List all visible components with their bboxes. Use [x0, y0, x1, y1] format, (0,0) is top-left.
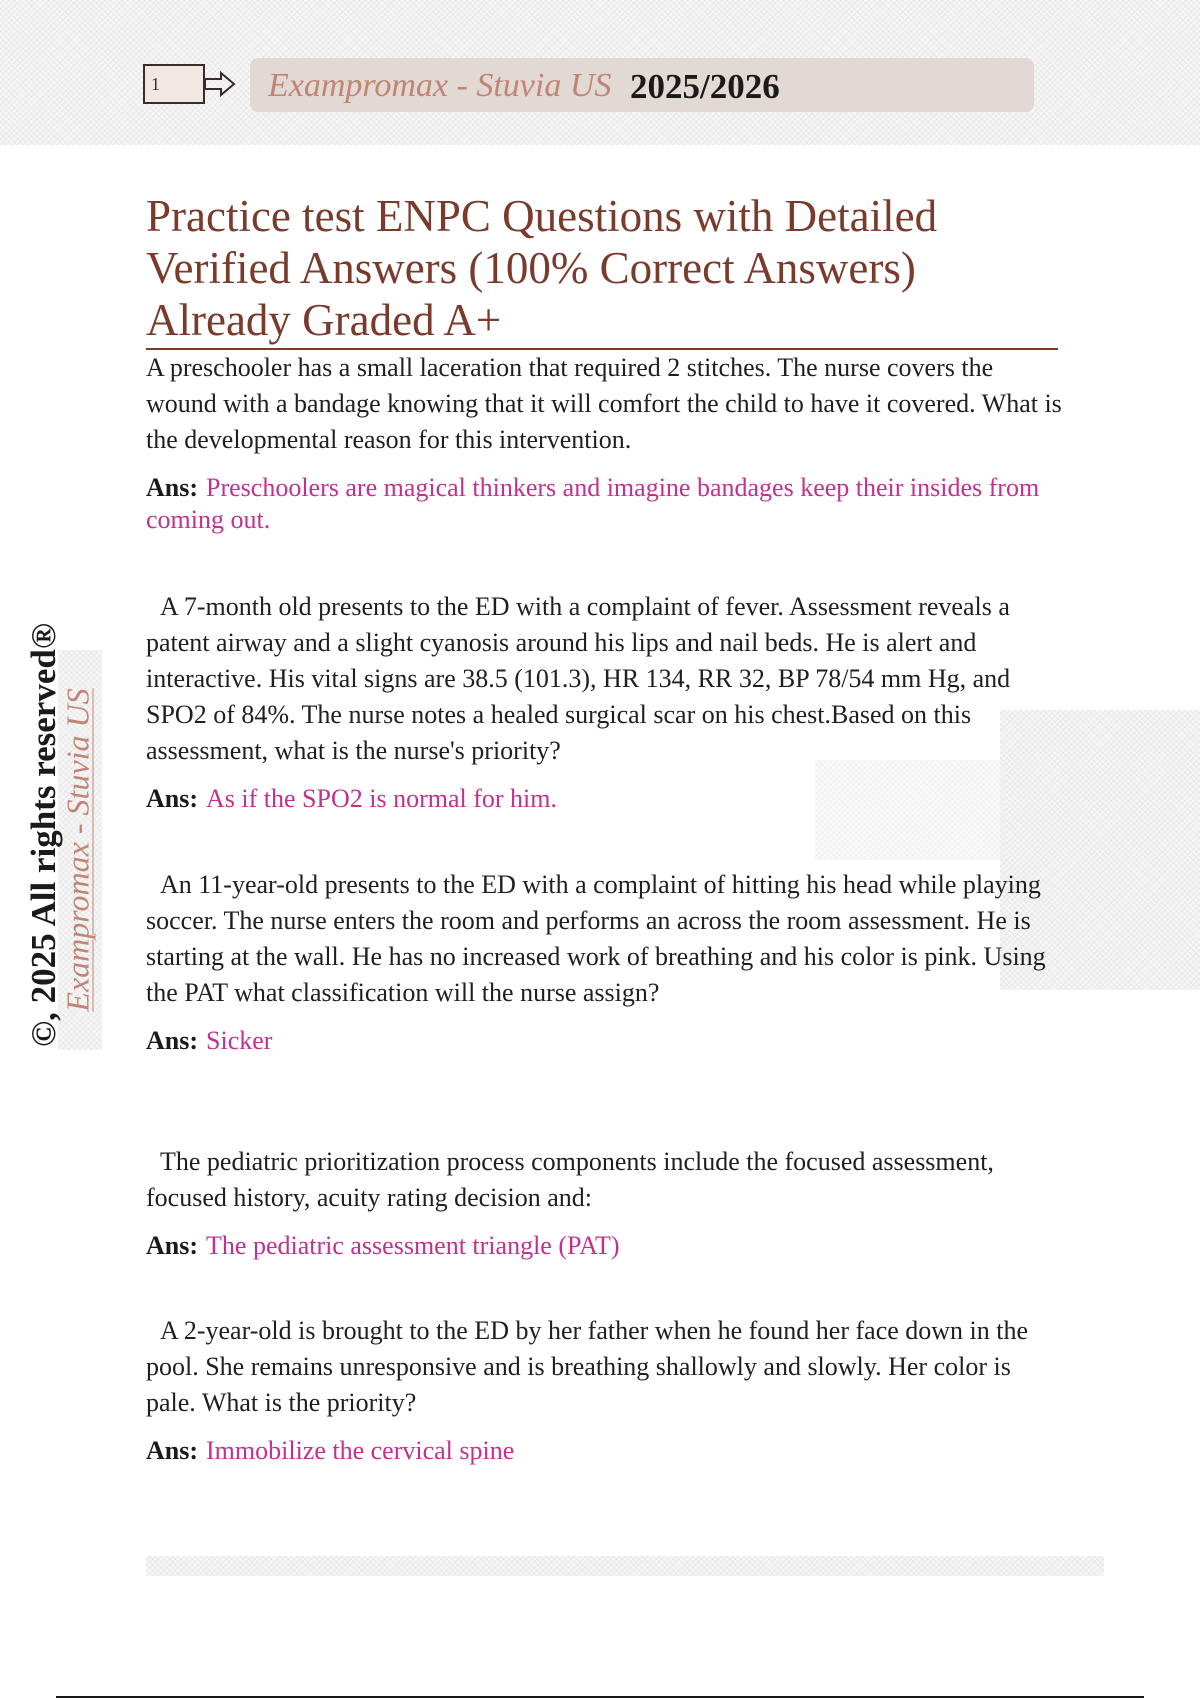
page-number-box — [143, 64, 205, 104]
page-bottom-rule — [56, 1696, 1144, 1698]
qa-item — [146, 350, 1066, 536]
header-year: 2025/2026 — [630, 67, 780, 106]
qa-item — [146, 867, 1066, 1057]
answer-text: Sicker — [206, 1026, 273, 1055]
answer-label: Ans: — [146, 473, 199, 502]
question-text: An 11-year-old presents to the ED with a complaint of hitting his head while playing soccer. The nurse enters the room and performs an across the room assessment. He is starting at the wall. He has no increased work of breathing and his color is pink. Using the PAT what classification will the nurse assign? — [146, 870, 1046, 1007]
answer-text: Preschoolers are magical thinkers and imagine bandages keep their insides from coming out. — [146, 473, 1040, 534]
question-text: A preschooler has a small laceration that required 2 stitches. The nurse covers the wound with a bandage knowing that it will comfort the child to have it covered. What is the developmental reason for this intervention. — [146, 353, 1062, 454]
answer-line — [146, 472, 1066, 536]
answer-text: Immobilize the cervical spine — [206, 1436, 515, 1465]
arrow-right-icon — [203, 70, 237, 98]
document-title: Practice test ENPC Questions with Detailed Verified Answers (100% Correct Answers) Already Graded A+ — [146, 191, 938, 345]
header-brand: Exampromax - Stuvia US — [268, 67, 612, 104]
footer-divider — [146, 1556, 1104, 1576]
copyright-notice: ©, 2025 All rights reserved® — [24, 623, 63, 1047]
qa-item — [146, 1144, 1066, 1262]
answer-label: Ans: — [146, 1026, 199, 1055]
answer-label: Ans: — [146, 1231, 199, 1260]
answer-line — [146, 783, 1066, 815]
question-text: A 2-year-old is brought to the ED by her father when he found her face down in the pool. She remains unresponsive and is breathing shallowly and slowly. Her color is pale. What is the priority? — [146, 1316, 1029, 1417]
answer-label: Ans: — [146, 784, 199, 813]
qa-item — [146, 589, 1066, 815]
answer-line — [146, 1025, 1066, 1057]
sidebar-brand: Exampromax - Stuvia US — [59, 688, 96, 1012]
page-number: 1 — [151, 74, 160, 94]
question-text: A 7-month old presents to the ED with a complaint of fever. Assessment reveals a patent airway and a slight cyanosis around his lips and nail beds. He is alert and interactive. His vital signs are 38.5 (101.3), HR 134, RR 32, BP 78/54 mm Hg, and SPO2 of 84%. The nurse notes a healed surgical scar on his chest.Based on this assessment, what is the nurse's priority? — [146, 592, 1011, 765]
answer-text: The pediatric assessment triangle (PAT) — [206, 1231, 620, 1260]
answer-line — [146, 1230, 1066, 1262]
answer-label: Ans: — [146, 1436, 199, 1465]
answer-line — [146, 1435, 1066, 1467]
qa-item — [146, 1313, 1066, 1467]
question-text: The pediatric prioritization process components include the focused assessment, focused history, acuity rating decision and: — [146, 1147, 994, 1212]
answer-text: As if the SPO2 is normal for him. — [206, 784, 558, 813]
